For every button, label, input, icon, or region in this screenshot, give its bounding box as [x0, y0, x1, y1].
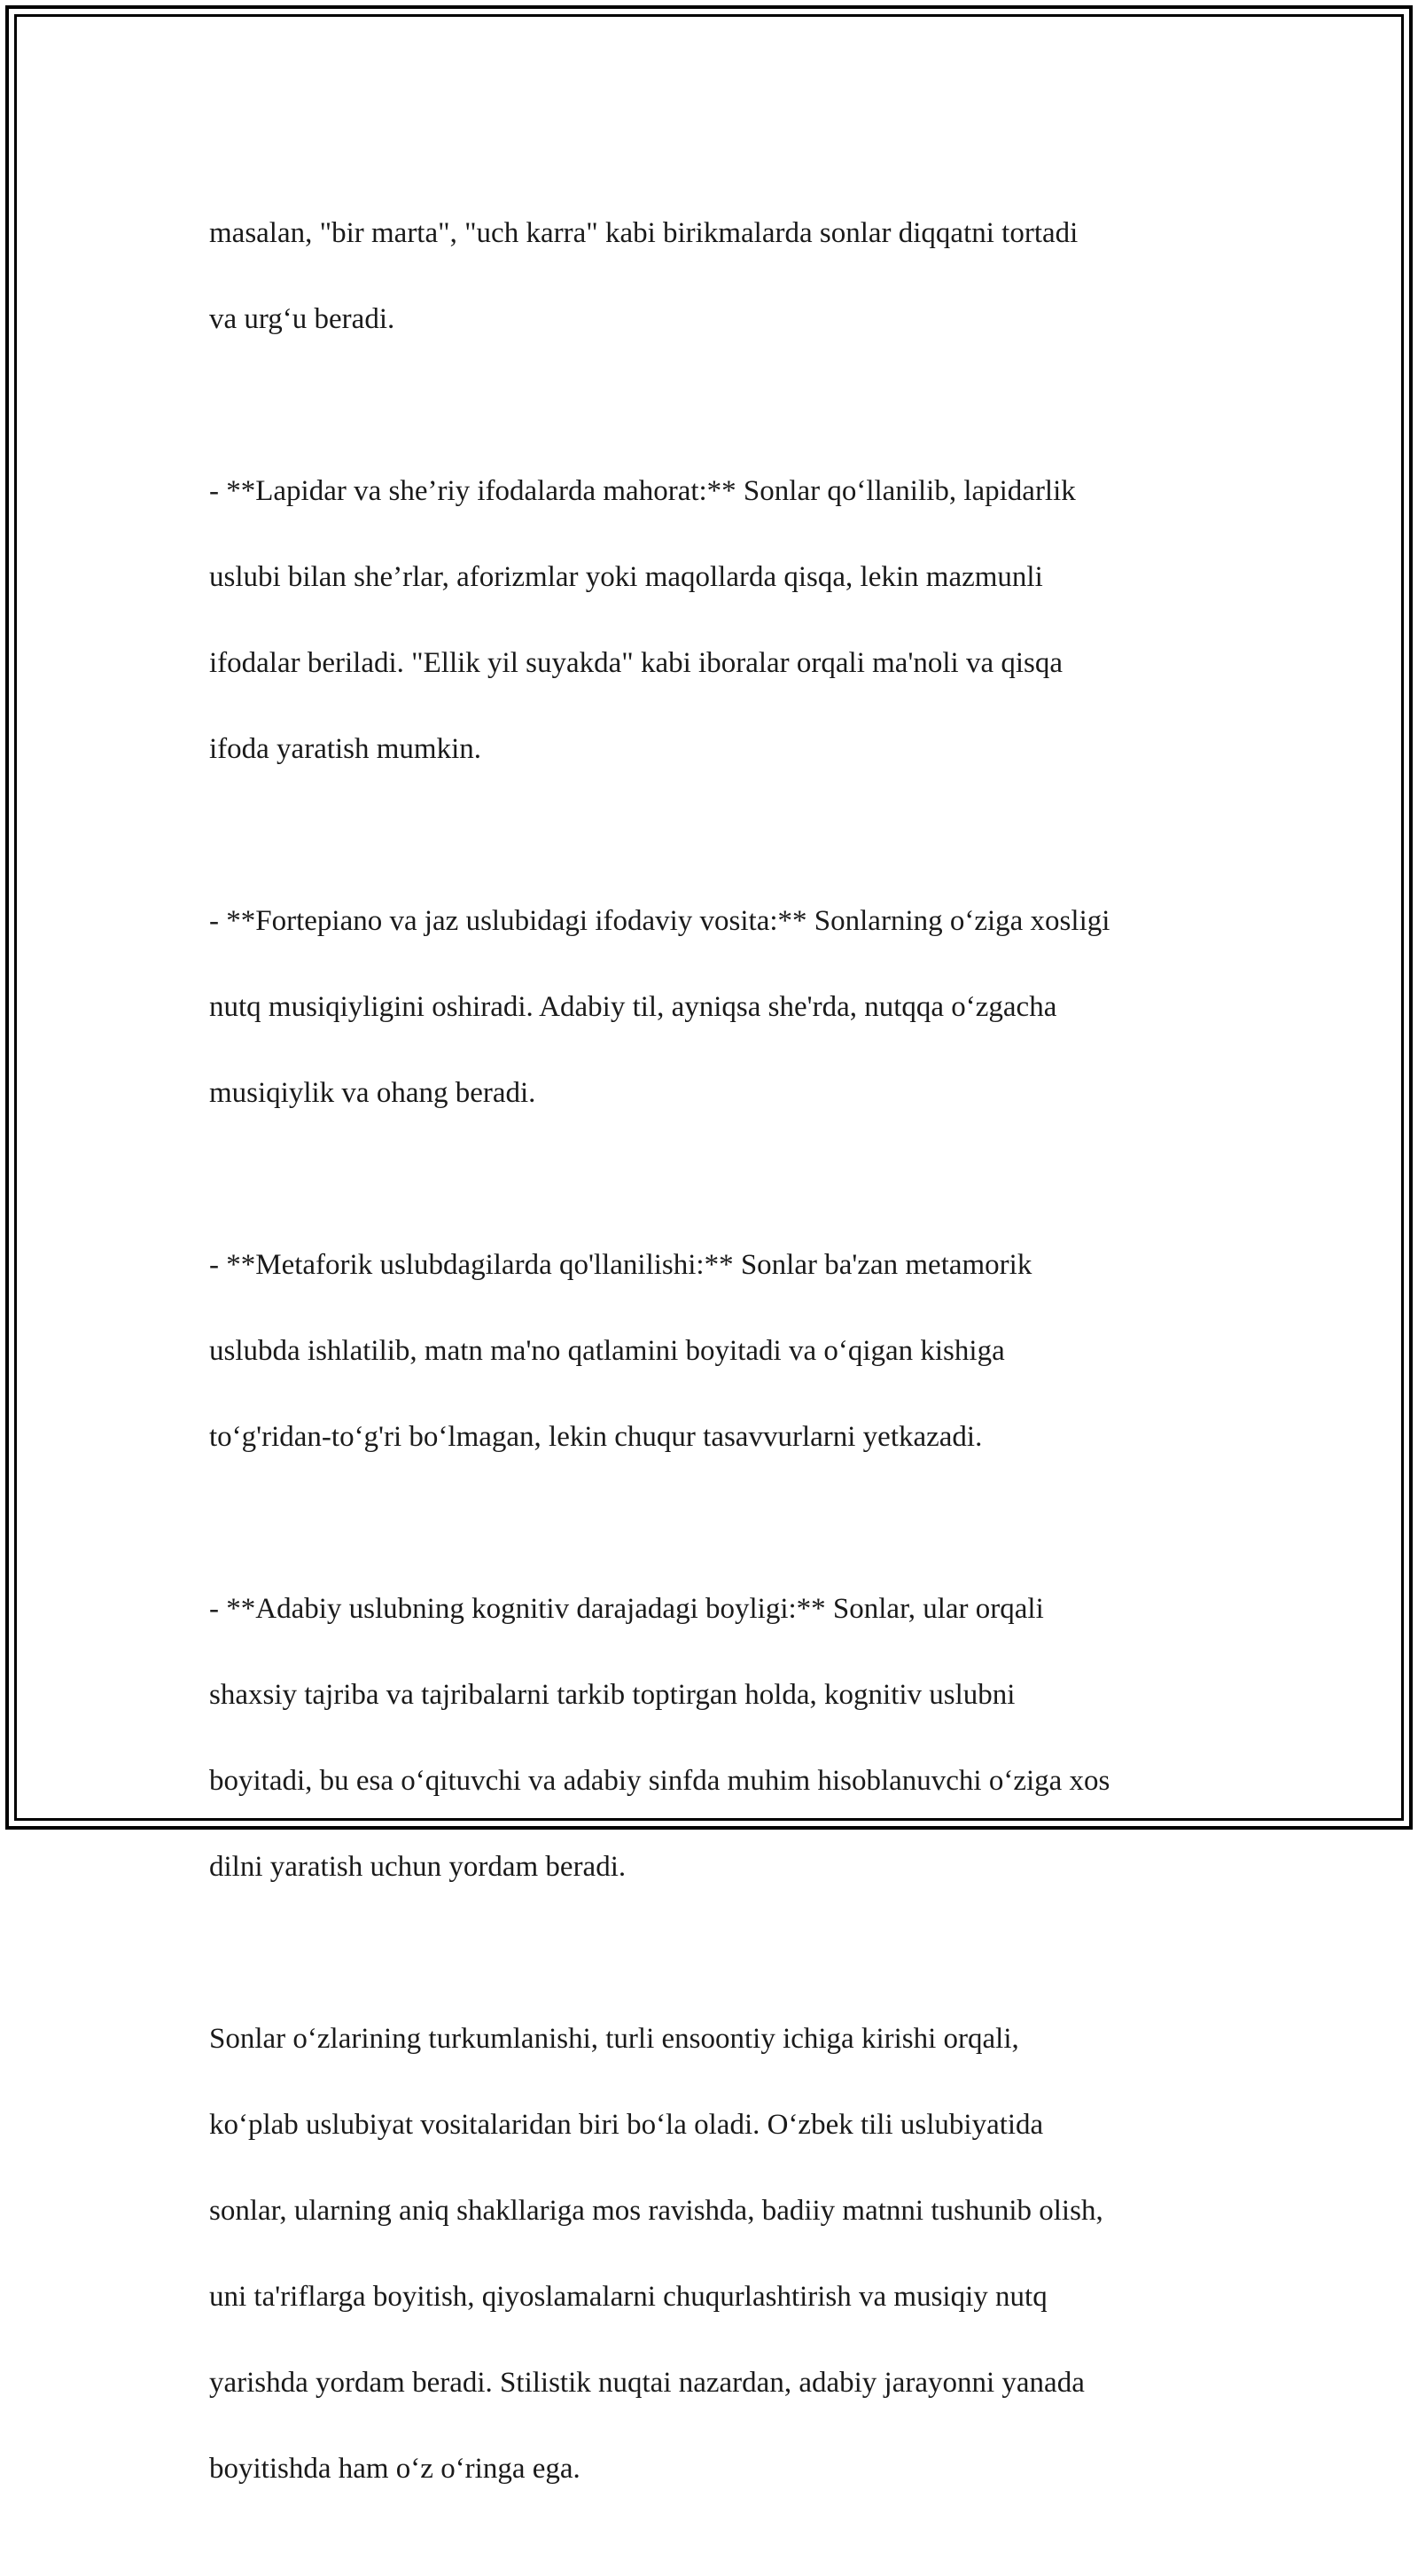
text-line: va urg‘u beradi. [209, 302, 395, 335]
paragraph [209, 1200, 1219, 1502]
paragraph [209, 856, 1219, 1158]
text-line: nutq musiqiyligini oshiradi. Adabiy til, ayniqsa she'rda, nutqqa o‘zgacha [209, 990, 1057, 1023]
text-line: shaxsiy tajriba va tajribalarni tarkib toptirgan holda, kognitiv uslubni [209, 1678, 1016, 1711]
text-line: yarishda yordam beradi. Stilistik nuqtai nazardan, adabiy jarayonni yanada [209, 2366, 1085, 2399]
text-line: - **Metaforik uslubdagilarda qo'llanilishi:** Sonlar ba'zan metamorik [209, 1248, 1032, 1281]
text-line: ifodalar beriladi. "Ellik yil suyakda" kabi iboralar orqali ma'noli va qisqa [209, 646, 1064, 679]
text-line: musiqiylik va ohang beradi. [209, 1076, 536, 1109]
text-line: Sonlar o‘zlarining turkumlanishi, turli ensoontiy ichiga kirishi orqali, [209, 2022, 1019, 2055]
text-line: - **Fortepiano va jaz uslubidagi ifodaviy vosita:** Sonlarning o‘ziga xosligi [209, 904, 1110, 937]
document-body [209, 168, 1219, 2576]
paragraph [209, 1974, 1219, 2533]
text-line: sonlar, ularning aniq shakllariga mos ravishda, badiiy matnni tushunib olish, [209, 2194, 1103, 2227]
text-line: - **Lapidar va she’riy ifodalarda mahorat:** Sonlar qo‘llanilib, lapidarlik [209, 474, 1076, 507]
text-line: ifoda yaratish mumkin. [209, 732, 482, 765]
text-line: ko‘plab uslubiyat vositalaridan biri bo‘la oladi. O‘zbek tili uslubiyatida [209, 2108, 1044, 2141]
paragraph [209, 168, 1219, 384]
text-line: - **Adabiy uslubning kognitiv darajadagi boyligi:** Sonlar, ular orqali [209, 1592, 1044, 1625]
text-line: masalan, "bir marta", "uch karra" kabi birikmalarda sonlar diqqatni tortadi [209, 216, 1079, 249]
text-line: dilni yaratish uchun yordam beradi. [209, 1850, 627, 1883]
text-line: uni ta'riflarga boyitish, qiyoslamalarni chuqurlashtirish va musiqiy nutq [209, 2280, 1048, 2313]
text-line: uslubi bilan she’rlar, aforizmlar yoki maqollarda qisqa, lekin mazmunli [209, 560, 1043, 593]
text-line: boyitadi, bu esa o‘qituvchi va adabiy sinfda muhim hisoblanuvchi o‘ziga xos [209, 1764, 1110, 1797]
paragraph [209, 1544, 1219, 1932]
text-line: uslubda ishlatilib, matn ma'no qatlamini boyitadi va o‘qigan kishiga [209, 1334, 1005, 1367]
text-line: boyitishda ham o‘z o‘ringa ega. [209, 2452, 580, 2485]
text-line: to‘g'ridan-to‘g'ri bo‘lmagan, lekin chuqur tasavvurlarni yetkazadi. [209, 1420, 983, 1453]
paragraph [209, 426, 1219, 814]
